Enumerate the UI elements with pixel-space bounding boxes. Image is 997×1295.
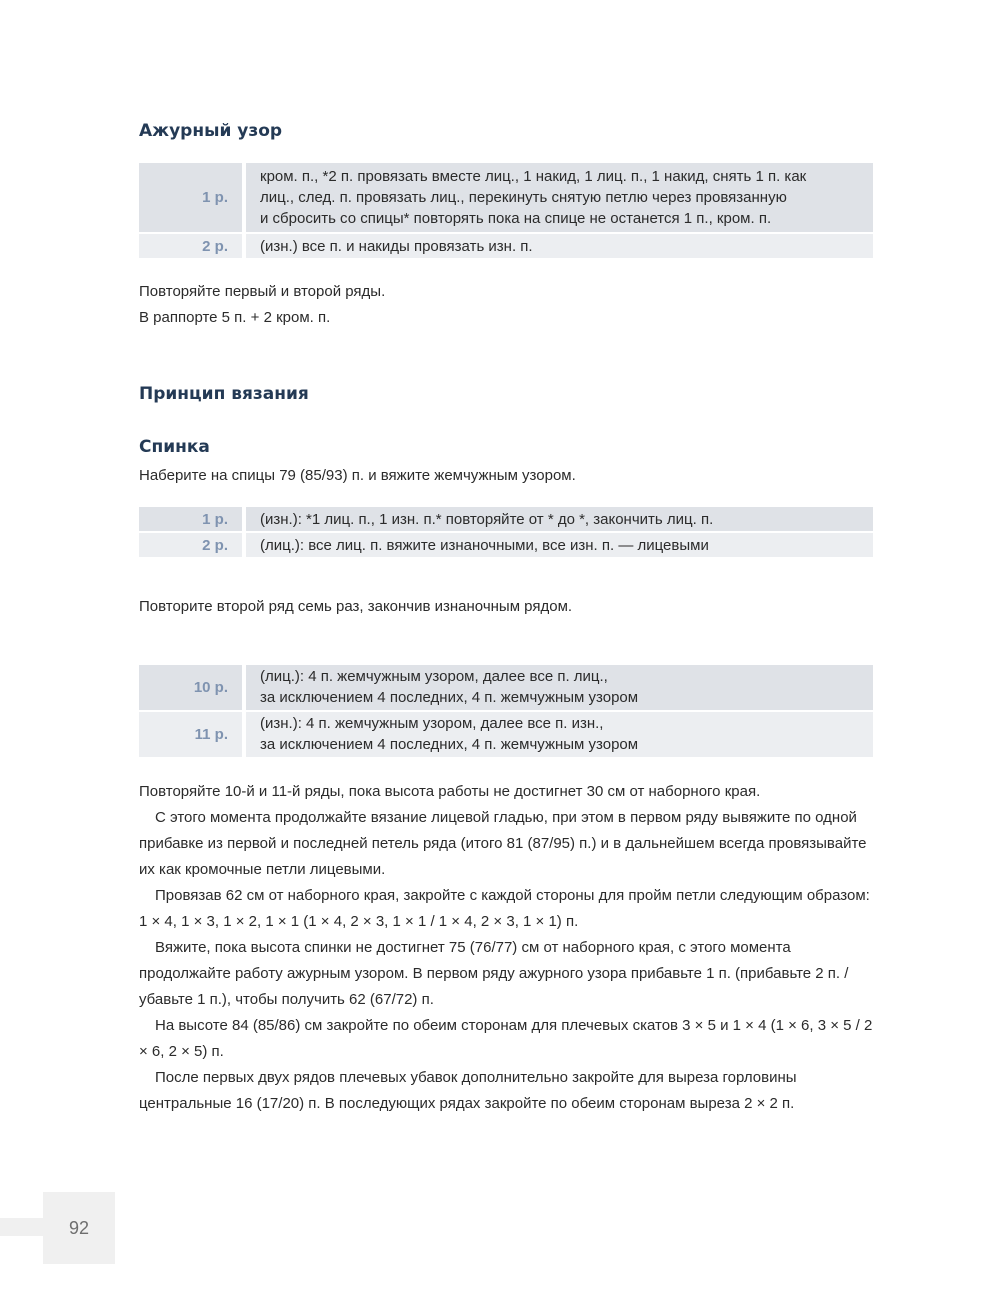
row-text-line: за исключением 4 последних, 4 п. жемчужным узором <box>260 689 639 706</box>
body-paragraph: Повторяйте 10-й и 11-й ряды, пока высота работы не достигнет 30 см от наборного края. <box>139 783 761 800</box>
row-instructions <box>246 712 873 757</box>
row-number: 1 р. <box>139 507 242 531</box>
row-number: 2 р. <box>139 533 242 557</box>
table-row <box>139 533 873 557</box>
row-instructions <box>246 163 873 232</box>
body-paragraph: На высоте 84 (85/86) см закройте по обеим сторонам для плечевых скатов 3 × 5 и 1 × 4 (1 × 6, 3 × 5 / 2 × 6, 2 × 5) п. <box>139 1017 873 1060</box>
table-row <box>139 712 873 757</box>
row-number: 11 р. <box>139 712 242 757</box>
page-number: 92 <box>68 1217 90 1238</box>
row-text-line: лиц., след. п. провязать лиц., перекинуть снятую петлю через провязанную <box>260 189 787 206</box>
row-instructions <box>246 665 873 710</box>
row-number: 1 р. <box>139 163 242 232</box>
row-text-line: (изн.): 4 п. жемчужным узором, далее все п. изн., <box>260 715 604 732</box>
azhurny-note-2: В раппорте 5 п. + 2 кром. п. <box>139 309 331 326</box>
table-row <box>139 234 873 258</box>
spinka-intro: Наберите на спицы 79 (85/93) п. и вяжите жемчужным узором. <box>139 467 576 484</box>
section-title-spinka: Спинка <box>139 437 210 457</box>
row-number: 10 р. <box>139 665 242 710</box>
row-text-line: (изн.) все п. и накиды провязать изн. п. <box>260 237 533 255</box>
section-title-princip: Принцип вязания <box>139 384 309 404</box>
row-text-line: и сбросить со спицы* повторять пока на спице не останется 1 п., кром. п. <box>260 210 772 227</box>
body-paragraph: Провязав 62 см от наборного края, закройте с каждой стороны для пройм петли следующим образом: 1 × 4, 1 × 3, 1 × 2, 1 × 1 (1 × 4, 2 × 3, 1 × 1 / 1 × 4, 2 × 3, 1 × 1) п. <box>139 887 870 930</box>
row-text-line: кром. п., *2 п. провязать вместе лиц., 1 накид, 1 лиц. п., 1 накид, снять 1 п. как <box>260 168 807 185</box>
body-paragraph: С этого момента продолжайте вязание лицевой гладью, при этом в первом ряду вывяжите по одной прибавке из первой и последней петель ряда (итого 81 (87/95) п.) и в дальнейшем всегда провязывайте их как кромочные петли лицевыми. <box>139 809 867 878</box>
row-instructions <box>246 234 873 258</box>
section-title-azhurny: Ажурный узор <box>139 121 283 141</box>
table-row <box>139 665 873 710</box>
table-row <box>139 163 873 232</box>
row-text-line: за исключением 4 последних, 4 п. жемчужным узором <box>260 736 639 753</box>
body-paragraph: Вяжите, пока высота спинки не достигнет 75 (76/77) см от наборного края, с этого момента продолжайте работу ажурным узором. В первом ряду ажурного узора прибавьте 1 п. (прибавьте 2 п. / убавьте 1 п.), чтобы получить 62 (67/72) п. <box>139 939 849 1008</box>
row-instructions: (изн.): *1 лиц. п., 1 изн. п.* повторяйте от * до *, закончить лиц. п. <box>246 507 873 531</box>
body-text <box>139 779 874 1117</box>
row-number: 2 р. <box>139 234 242 258</box>
spinka-rows-table <box>139 505 873 559</box>
body-paragraph: После первых двух рядов плечевых убавок дополнительно закройте для выреза горловины центральные 16 (17/20) п. В последующих рядах закройте по обеим сторонам выреза 2 × 2 п. <box>139 1069 797 1112</box>
spinka-repeat-note: Повторите второй ряд семь раз, закончив изнаночным рядом. <box>139 598 573 615</box>
page-number-strip <box>0 1218 43 1236</box>
row-instructions: (лиц.): все лиц. п. вяжите изнаночными, все изн. п. — лицевыми <box>246 533 873 557</box>
azhurny-rows-table <box>139 161 873 260</box>
row-text-line: (лиц.): 4 п. жемчужным узором, далее все п. лиц., <box>260 668 608 685</box>
azhurny-note-1: Повторяйте первый и второй ряды. <box>139 283 386 300</box>
rows-10-11-table <box>139 663 873 759</box>
table-row <box>139 507 873 531</box>
